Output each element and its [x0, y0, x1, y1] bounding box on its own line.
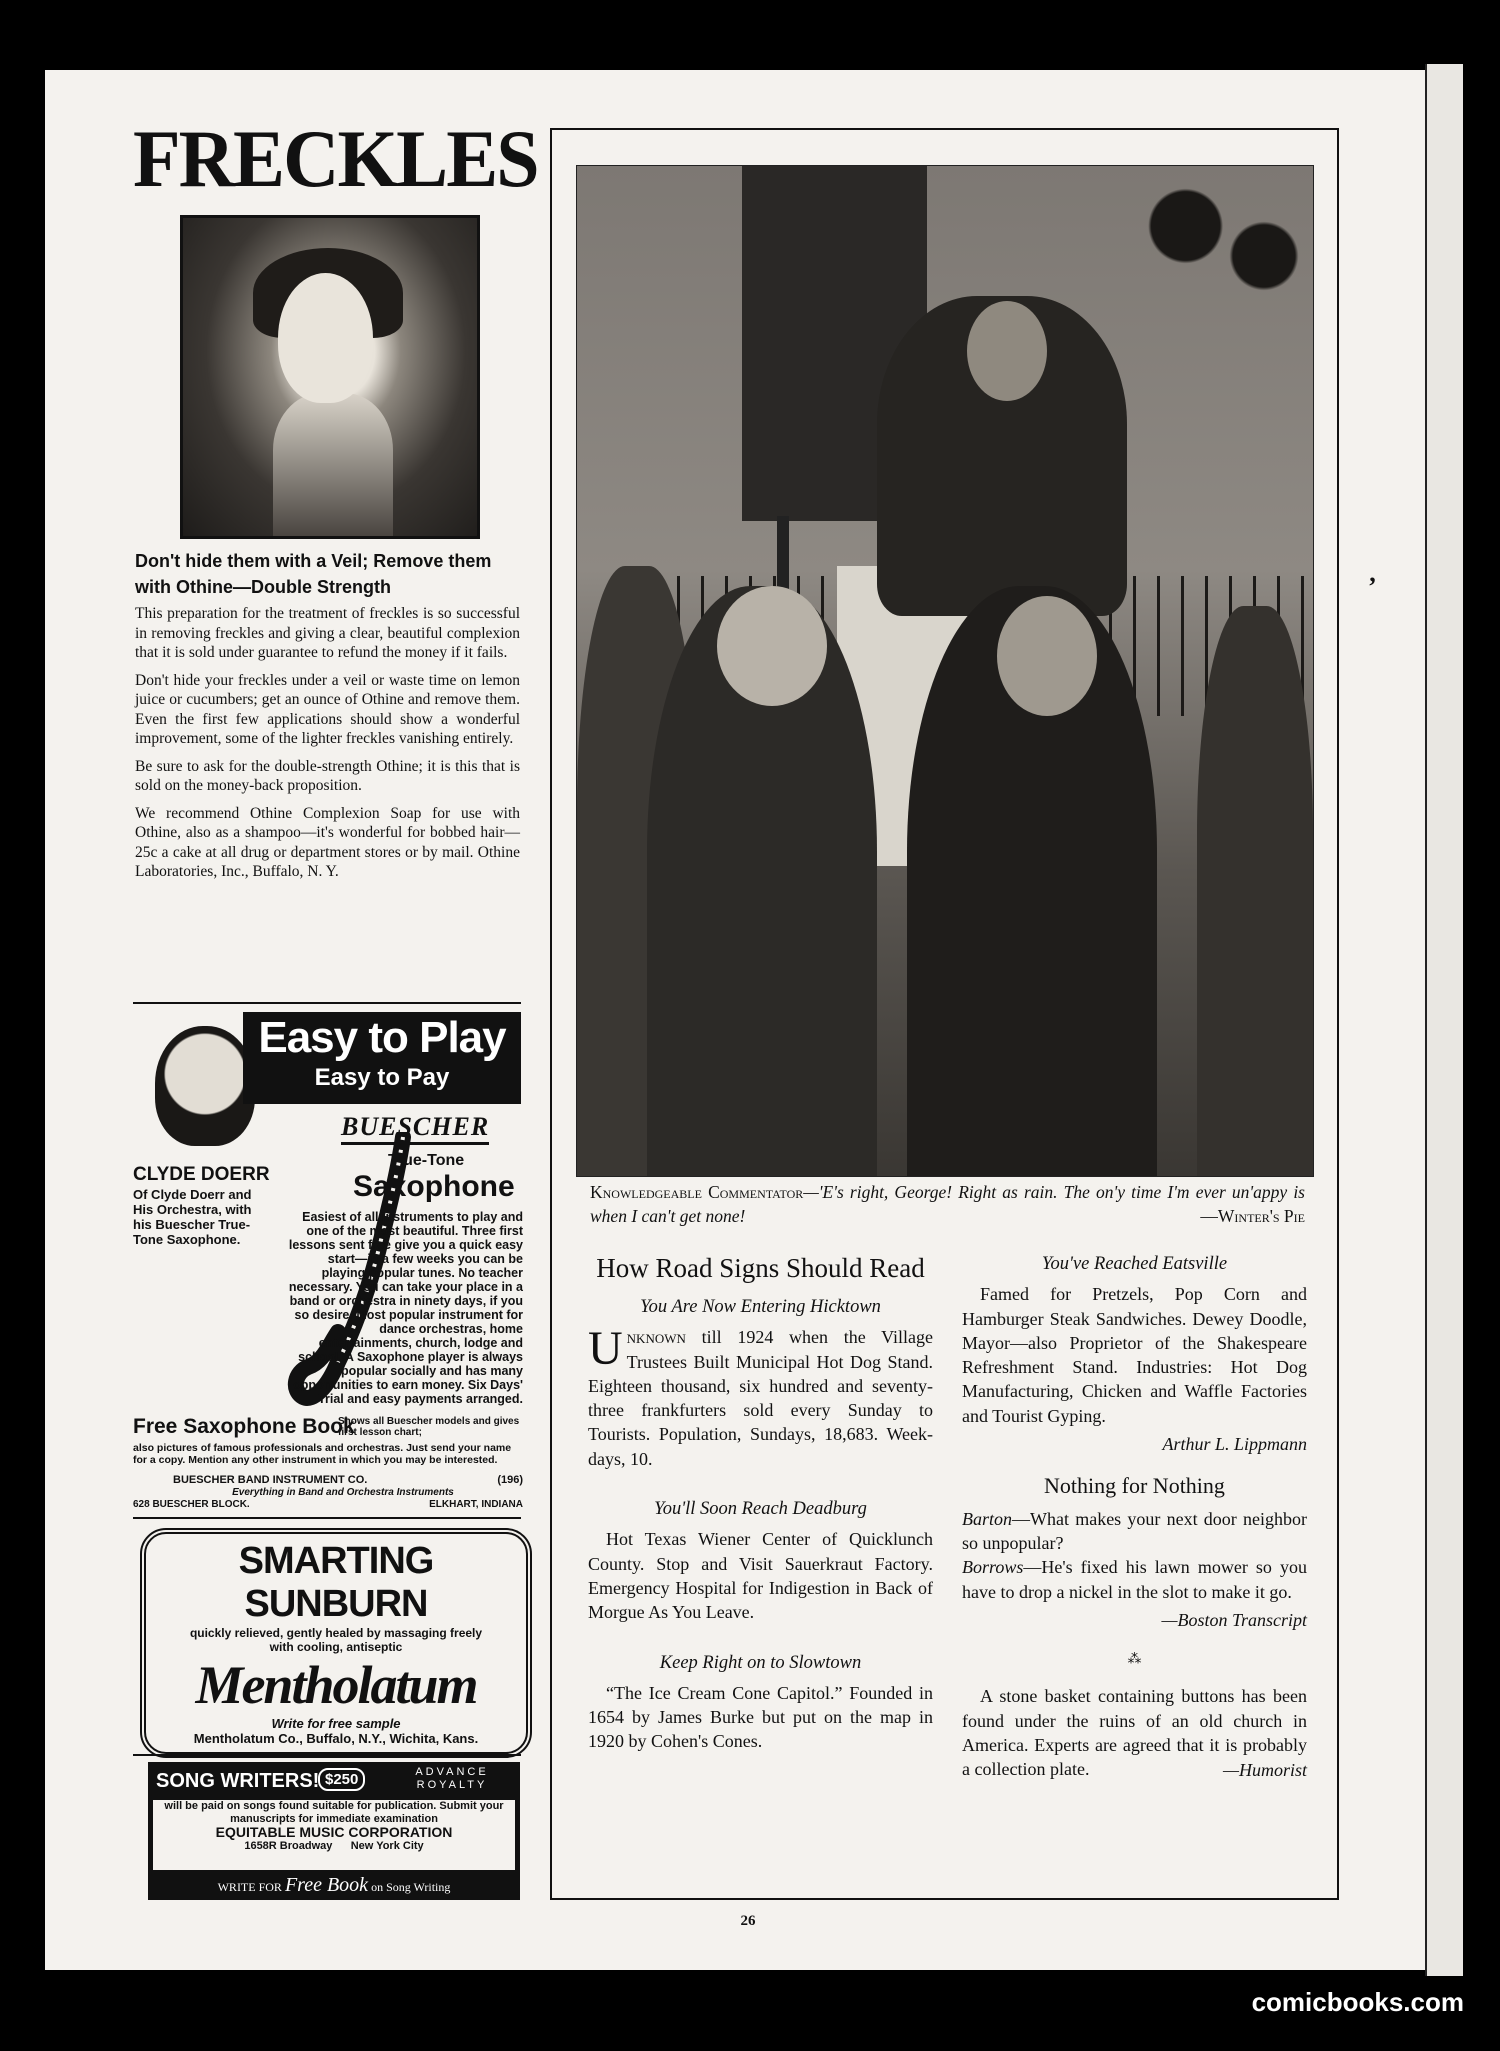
saxophone-ad [133, 1012, 523, 1512]
othine-ad-title: FRECKLES [133, 113, 538, 204]
menth-write: Write for free sample [271, 1716, 401, 1731]
section-body: till 1924 when the Village Trustees Built Municipal Hot Dog Stand. Eighteen thousand, six hundred and seventy-three frankfurters sold every Sunday to Tourists. Population, Sundays, 18,683. Week-days, 10. [588, 1327, 933, 1469]
section-text: “The Ice Cream Cone Capitol.” Founded in 1654 by James Burke but put on the map in 1920 by Cohen's Cones. [588, 1682, 933, 1752]
sax-description: Easiest of all instruments to play and one of the most beautiful. Three first lessons sent free give you a quick easy start—in a few weeks you can be playing popular tunes. No teacher necessary. You can take your place in a band or orchestra in ninety days, if you so desire. Most popular instrument for dance orchestras, home entertainments, church, lodge and school. A Saxophone player is always popular socially and has many opportunities to earn money. Six Days' Trial and easy payments arranged. [288, 1210, 523, 1406]
caption-lead: Knowledgeable Commentator [590, 1182, 804, 1202]
sax-person-sub: Of Clyde Doerr and His Orchestra, with his Buescher True-Tone Saxophone. [133, 1187, 252, 1247]
song-body-box [153, 1800, 515, 1870]
sax-fine-print: also pictures of famous professionals and orchestras. Just send your name for a copy. Mention any other instrument in which you may be interested. [133, 1442, 512, 1466]
sax-company-code: (196) [497, 1474, 523, 1486]
divider [133, 1517, 521, 1519]
cartoon-illustration [576, 165, 1314, 1177]
othine-ad-headline: Don't hide them with a Veil; Remove them with Othine—Double Strength [135, 551, 492, 597]
sax-free-note: Shows all Buescher models and gives first lesson chart; [338, 1416, 520, 1438]
section-heading: You Are Now Entering Hicktown [640, 1297, 881, 1317]
scan-border [0, 0, 48, 2051]
othine-paragraph: We recommend Othine Complexion Soap for use with Othine, also as a shampoo—it's wonderful for bobbed hair—25c a cake at all drug or department stores or by mail. Othine Laboratories, Inc., Buffalo, N. Y. [135, 804, 520, 880]
song-address-left: 1658R Broadway [244, 1840, 333, 1852]
sax-banner-small: Easy to Pay [314, 1064, 450, 1091]
menth-headline: SMARTING SUNBURN [238, 1540, 434, 1625]
article-title: How Road Signs Should Read [596, 1253, 925, 1283]
page-number: 26 [740, 1913, 756, 1929]
cartoon-caption [590, 1180, 1305, 1228]
musician-photo [155, 1026, 255, 1146]
section-heading: You'll Soon Reach Deadburg [654, 1499, 867, 1520]
sax-instrument-name: Saxophone [353, 1170, 515, 1203]
dialogue-text: —What makes your next door neighbor so unpopular? [962, 1508, 1307, 1553]
song-address [153, 1840, 515, 1853]
song-address-right: New York City [350, 1840, 424, 1852]
song-footer-pre: WRITE FOR [217, 1880, 282, 1894]
speaker: Borrows [962, 1557, 1024, 1578]
caption-source: —Winter's Pie [1200, 1206, 1305, 1226]
dialogue-line [962, 1507, 1307, 1556]
right-text-column [962, 1252, 1307, 1782]
song-advance: ADVANCE ROYALTY [415, 1766, 489, 1791]
songwriters-ad [148, 1762, 520, 1900]
caption-text: —'E's right, George! Right as rain. The on'y time I'm ever un'appy is when I can't get none! [590, 1182, 1305, 1226]
stone-basket-credit: —Humorist [1222, 1759, 1307, 1780]
song-company: EQUITABLE MUSIC CORPORATION [215, 1824, 453, 1840]
sax-address [133, 1499, 523, 1510]
stone-basket-text: A stone basket containing buttons has been found under the ruins of an old church in America. Experts are agreed that it is probably a collection plate. [962, 1686, 1307, 1780]
divider [133, 1002, 521, 1004]
nothing-title: Nothing for Nothing [1044, 1473, 1225, 1499]
song-amount: $250 [318, 1768, 365, 1791]
dialogue-line [962, 1555, 1307, 1604]
speaker: Barton [962, 1508, 1013, 1529]
sax-banner-big: Easy to Play [258, 1013, 506, 1062]
section-heading: You've Reached Eatsville [1041, 1254, 1228, 1274]
othine-ad-body [135, 604, 520, 890]
section-text: Famed for Pretzels, Pop Corn and Hamburger Steak Sandwiches. Dewey Doodle, Mayor—also Proprietor of the Shakespeare Refreshment Stand. Industries: Hot Dog Manufacturing, Chicken and Waffle Factories and Tourist Gyping. [962, 1284, 1307, 1426]
scan-mark: ’ [1368, 572, 1377, 601]
next-page-edge [1425, 64, 1463, 1976]
section-text: Hot Texas Wiener Center of Quicklunch County. Stop and Visit Sauerkraut Factory. Emergency Hospital for Indigestion in Back of Morgue As You Leave. [588, 1529, 933, 1623]
section-text [588, 1322, 933, 1471]
song-body: will be paid on songs found suitable for publication. Submit your manuscripts for immediate examination [164, 1800, 504, 1825]
song-headline: SONG WRITERS! [156, 1770, 320, 1792]
dropcap: U [588, 1322, 623, 1376]
sax-address-left: 628 BUESCHER BLOCK. [133, 1499, 250, 1510]
article-credit: Arthur L. Lippmann [1162, 1434, 1307, 1455]
woman-portrait-photo [180, 215, 480, 539]
sax-banner [243, 1012, 521, 1104]
sax-company-name: BUESCHER BAND INSTRUMENT CO. [173, 1474, 368, 1486]
divider [133, 1754, 521, 1756]
nothing-credit: —Boston Transcript [1161, 1609, 1307, 1630]
othine-paragraph: Don't hide your freckles under a veil or waste time on lemon juice or cucumbers; get an ounce of Othine and remove them. Even the first few applications should show a wonderful improvement, some of the lighter freckles vanishing entirely. [135, 671, 520, 747]
sax-person-name: CLYDE DOERR [133, 1164, 270, 1185]
watermark: comicbooks.com [1244, 1985, 1472, 2020]
mentholatum-logo: Mentholatum [195, 1655, 477, 1715]
road-signs-column [588, 1252, 933, 1754]
sax-address-right: ELKHART, INDIANA [429, 1499, 523, 1510]
dialogue-text: —He's fixed his lawn mower so you have to drop a nickel in the slot to make it go. [962, 1557, 1307, 1602]
mentholatum-ad [140, 1528, 532, 1758]
menth-subline: quickly relieved, gently healed by massaging freely with cooling, antiseptic [189, 1626, 483, 1654]
song-footer-post: on Song Writing [371, 1880, 451, 1894]
song-footer-book: Free Book [284, 1874, 369, 1896]
lead-caps: nknown [626, 1327, 686, 1348]
song-footer [148, 1874, 520, 1897]
sax-free-book: Free Saxophone Book [133, 1415, 355, 1438]
menth-address: Mentholatum Co., Buffalo, N.Y., Wichita, Kans. [193, 1731, 479, 1746]
sax-truetone: True-Tone [388, 1152, 465, 1169]
sax-company [173, 1474, 523, 1486]
othine-paragraph: Be sure to ask for the double-strength Othine; it is this that is sold on the money-back proposition. [135, 757, 520, 794]
othine-paragraph: This preparation for the treatment of freckles is so successful in removing freckles and giving a clear, beautiful complexion that it is sold under guarantee to refund the money if it fails. [135, 605, 520, 661]
section-heading: Keep Right on to Slowtown [659, 1652, 862, 1673]
section-ornament: ⁂ [1127, 1652, 1142, 1668]
buescher-logo: BUESCHER [341, 1112, 489, 1145]
sax-tagline: Everything in Band and Orchestra Instruments [232, 1487, 454, 1498]
